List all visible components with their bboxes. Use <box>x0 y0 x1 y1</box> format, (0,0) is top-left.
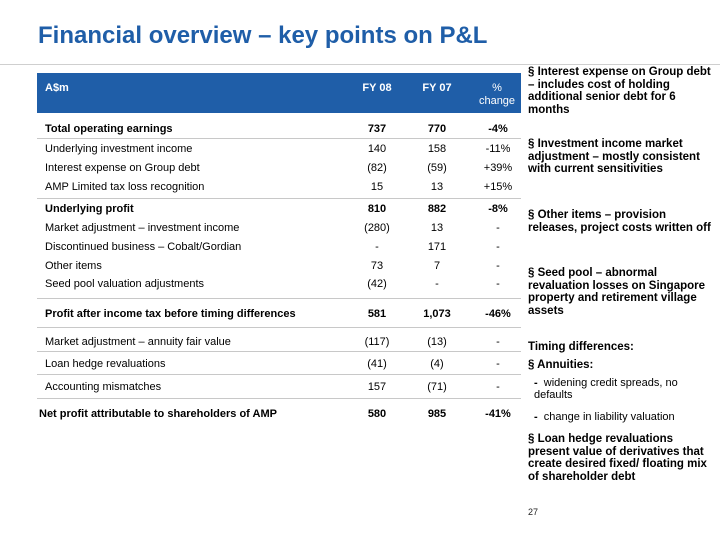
page-number: 27 <box>528 507 539 517</box>
annuities-sub-liability: - change in liability valuation <box>534 411 675 423</box>
annuities-sub-spreads: - widening credit spreads, no defaults <box>534 377 678 401</box>
row-divider <box>37 298 521 299</box>
note-investment-income: § Investment income market adjustment – mostly consistent with current sensitivities <box>528 138 700 175</box>
note-interest-expense: § Interest expense on Group debt – includes cost of holding additional senior debt for 6 months <box>528 66 711 116</box>
timing-differences-heading: Timing differences: <box>528 341 634 353</box>
header-fy08: FY 08 <box>362 82 392 94</box>
note-seed-pool: § Seed pool – abnormal revaluation losses on Singapore property and retirement village assets <box>528 267 706 317</box>
row-divider <box>37 327 521 328</box>
header-fy07: FY 07 <box>422 82 452 94</box>
row-divider <box>37 198 521 199</box>
note-other-items: § Other items – provision releases, project costs written off <box>528 209 711 234</box>
table-header <box>37 73 521 113</box>
header-label: A$m <box>45 82 69 94</box>
header-change: % change <box>478 82 516 107</box>
note-annuities: § Annuities: <box>528 359 594 371</box>
row-divider <box>37 351 521 352</box>
page-title: Financial overview – key points on P&L <box>38 22 488 49</box>
row-divider <box>37 374 521 375</box>
note-loan-hedge: § Loan hedge revaluations present value of derivatives that create desired fixed/ floating mix of shareholder debt <box>528 433 707 483</box>
title-divider <box>0 64 720 65</box>
row-divider <box>37 398 521 399</box>
row-divider <box>37 138 521 139</box>
